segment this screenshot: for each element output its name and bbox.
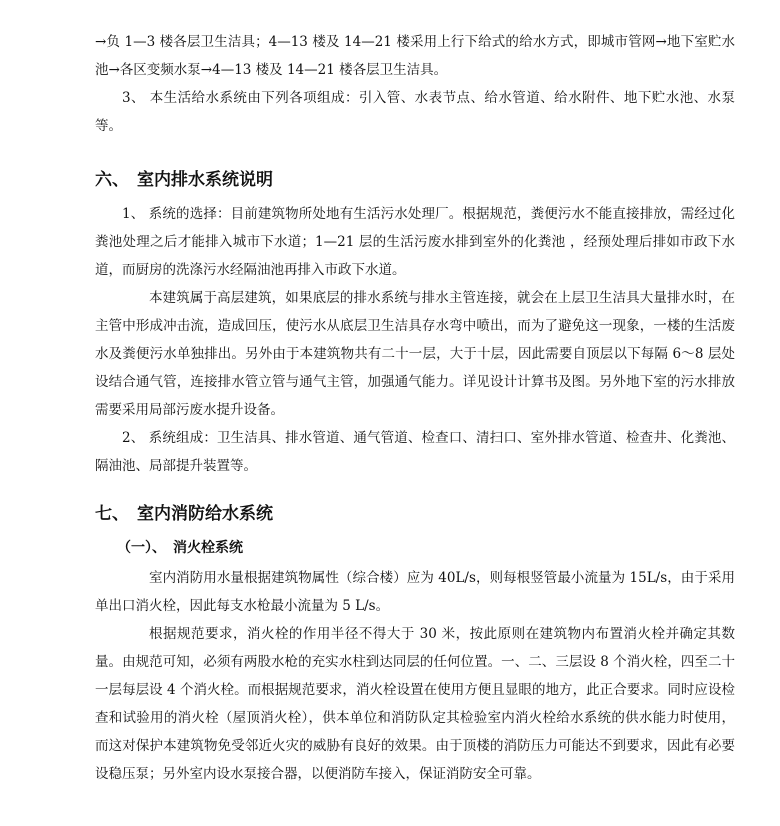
subsection-hydrant-number: （一）、	[117, 540, 166, 556]
section-7-number: 七、	[95, 504, 129, 524]
intro-paragraph-2: 3、 本生活给水系统由下列各项组成：引入管、水表节点、给水管道、给水附件、地下贮水池、水泵等。	[95, 90, 735, 134]
subsection-hydrant-heading	[117, 537, 243, 559]
section-6-number: 六、	[95, 170, 129, 190]
section-6-body	[95, 200, 735, 480]
section-6-heading	[95, 168, 273, 192]
section-6-paragraph-3: 2、 系统组成：卫生洁具、排水管道、通气管道、检查口、清扫口、室外排水管道、检查井、化粪池、隔油池、局部提升装置等。	[95, 430, 735, 474]
section-7-heading	[95, 502, 273, 526]
intro-block	[95, 28, 735, 140]
section-7-paragraph-1: 室内消防用水量根据建筑物属性（综合楼）应为 40L/s，则每根竖管最小流量为 15L/s，由于采用单出口消火栓，因此每支水枪最小流量为 5 L/s。	[95, 570, 735, 614]
subsection-hydrant-title: 消火栓系统	[173, 540, 243, 556]
section-7-body	[95, 564, 735, 788]
section-7-paragraph-2: 根据规范要求，消火栓的作用半径不得大于 30 米，按此原则在建筑物内布置消火栓并确定其数量。由规范可知，必须有两股水枪的充实水柱到达同层的任何位置。一、二、三层设 8 个消火栓，四至二十一层每层设 4 个消火栓。而根据规范要求，消火栓设置在使用方便且显眼的地方，此正合要求。同时应设检查和试验用的消火栓（屋顶消火栓），供本单位和消防队定其检验室内消火栓给水系统的供水能力时使用，而这对保护本建筑物免受邻近火灾的威胁有良好的效果。由于顶楼的消防压力可能达不到要求，因此有必要设稳压泵；另外室内设水泵接合器，以便消防车接入，保证消防安全可靠。	[95, 626, 735, 782]
section-6-title: 室内排水系统说明	[137, 170, 273, 190]
section-6-paragraph-2: 本建筑属于高层建筑，如果底层的排水系统与排水主管连接，就会在上层卫生洁具大量排水时，在主管中形成冲击流，造成回压，使污水从底层卫生洁具存水弯中喷出，而为了避免这一现象，一楼的生活废水及粪便污水单独排出。另外由于本建筑物共有二十一层，大于十层，因此需要自顶层以下每隔 6～8 层处设结合通气管，连接排水管立管与通气主管，加强通气能力。详见设计计算书及图。另外地下室的污水排放需要采用局部污废水提升设备。	[95, 290, 735, 418]
section-6-paragraph-1: 1、 系统的选择：目前建筑物所处地有生活污水处理厂。根据规范，粪便污水不能直接排放，需经过化粪池处理之后才能排入城市下水道；1—21 层的生活污废水排到室外的化粪池 ，经预处理后排如市政下水道，而厨房的洗涤污水经隔油池再排入市政下水道。	[95, 206, 735, 278]
section-7-title: 室内消防给水系统	[137, 504, 273, 524]
intro-paragraph-1: →负 1—3 楼各层卫生洁具；4—13 楼及 14—21 楼采用上行下给式的给水方式，即城市管网→地下室贮水池→各区变频水泵→4—13 楼及 14—21 楼各层卫生洁具。	[95, 34, 735, 78]
